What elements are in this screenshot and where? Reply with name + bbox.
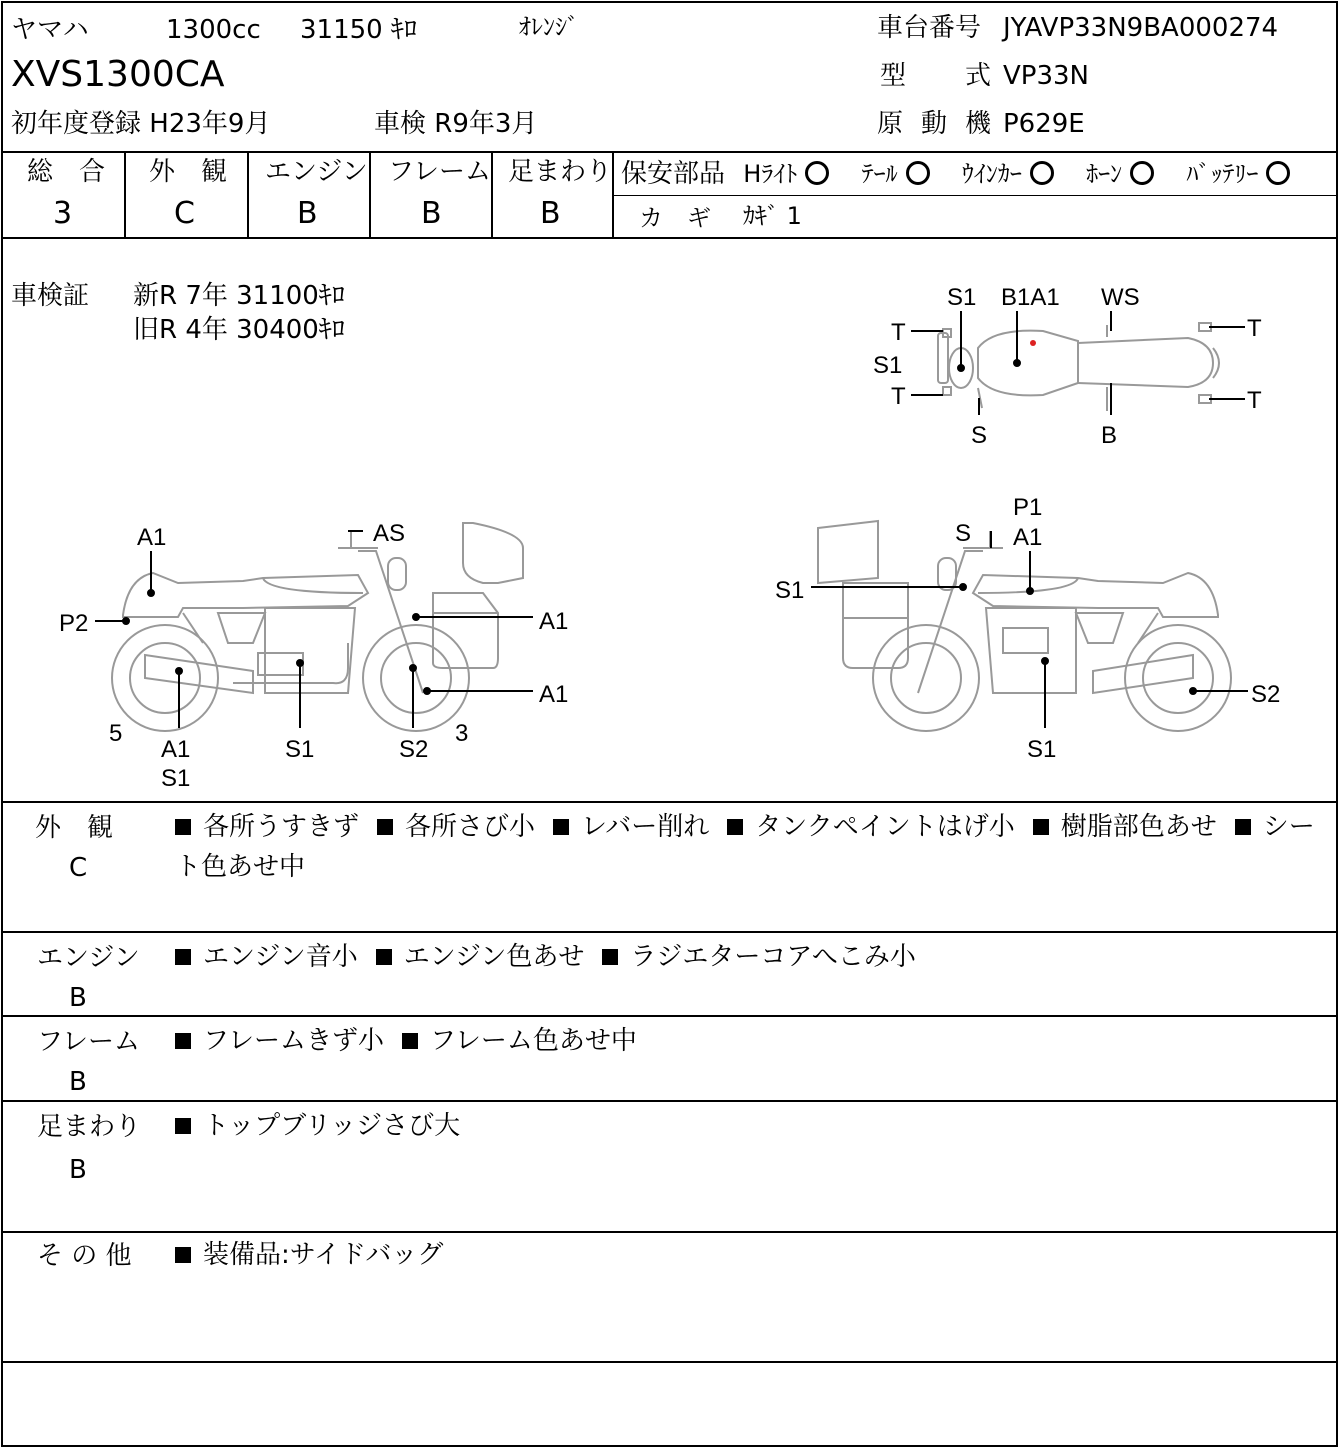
remark-text: トップブリッジさび大	[203, 1111, 461, 1141]
engine-number: P629E	[1003, 109, 1085, 139]
divider	[3, 931, 1336, 933]
bullet-square-icon	[402, 1033, 418, 1049]
remarks-frame-list	[175, 1021, 1325, 1061]
key-label: カ ギ	[639, 204, 711, 232]
diagram-label: A1	[539, 608, 569, 635]
remarks-other-list	[175, 1235, 1325, 1275]
remarks-exterior-label: 外 観	[35, 813, 114, 843]
color: ｵﾚﾝｼﾞ	[519, 13, 579, 41]
remark-text: シート色あせ中	[175, 812, 1315, 882]
diagram-label: B1A1	[1001, 284, 1060, 311]
remarks-exterior-grade: C	[69, 853, 88, 883]
divider	[3, 1015, 1336, 1017]
diagram-label: 3	[455, 720, 469, 747]
diagram-label: A1	[161, 736, 191, 763]
bullet-square-icon	[376, 949, 392, 965]
maker: ヤマハ	[11, 15, 89, 45]
remarks-engine-list	[175, 937, 1325, 977]
diagram-label: A1	[1013, 524, 1043, 551]
remark-text: 樹脂部色あせ	[1060, 812, 1217, 842]
diagram-label: T	[1247, 387, 1262, 414]
shaken-label: 車検証	[11, 281, 90, 311]
tail-label: ﾃｰﾙ	[861, 160, 898, 188]
remarks-engine-grade: B	[69, 983, 87, 1013]
diagram-label: P2	[59, 610, 89, 637]
remarks-suspension-label: 足まわり	[37, 1112, 142, 1142]
remark-text: レバー削れ	[581, 812, 710, 842]
divider	[3, 1231, 1336, 1233]
diagram-label: S1	[947, 284, 977, 311]
bullet-square-icon	[602, 949, 618, 965]
key-value: ｶｷﾞ 1	[743, 202, 802, 230]
type-label-2: 式	[965, 61, 992, 91]
remarks-suspension-list	[175, 1106, 1325, 1146]
remarks-frame-label: フレーム	[37, 1027, 140, 1057]
remarks-suspension-grade: B	[69, 1155, 87, 1185]
damage-diagram	[3, 3, 1340, 803]
diagram-label: T	[1247, 315, 1262, 342]
engine-label-1: 原	[877, 109, 904, 139]
inspection-sheet	[1, 1, 1338, 1447]
displacement: 1300cc	[166, 15, 261, 45]
remarks-other-label: そ の 他	[37, 1241, 132, 1271]
diagram-label: A1	[539, 681, 569, 708]
suspension-label: 足まわり	[508, 157, 613, 187]
diagram-label: AS	[373, 520, 406, 547]
remark-item	[553, 812, 709, 842]
remark-text: エンジン音小	[203, 942, 358, 972]
remark-item	[727, 812, 1014, 842]
diagram-label: 5	[109, 720, 123, 747]
remark-text: 装備品:サイドバッグ	[203, 1240, 444, 1270]
remark-text: 各所うすきず	[203, 812, 360, 842]
remark-item	[175, 812, 359, 842]
remark-item	[175, 1240, 443, 1270]
winker-label: ｳｲﾝｶｰ	[961, 160, 1022, 188]
remarks-frame-grade: B	[69, 1067, 87, 1097]
divider	[3, 1361, 1336, 1363]
headlight-label: Hﾗｲﾄ	[743, 160, 798, 188]
remark-item	[175, 942, 358, 972]
diagram-label: S1	[775, 577, 805, 604]
bullet-square-icon	[377, 819, 393, 835]
diagram-label: A1	[137, 524, 167, 551]
bullet-square-icon	[1235, 819, 1251, 835]
engine-grade: B	[297, 196, 318, 231]
bullet-square-icon	[1033, 819, 1049, 835]
remark-item	[1033, 812, 1217, 842]
diagram-label: P1	[1013, 494, 1043, 521]
suspension-grade: B	[540, 196, 561, 231]
diagram-label: S1	[1027, 736, 1057, 763]
horn-label: ﾎｰﾝ	[1086, 160, 1123, 188]
remark-text: フレームきず小	[203, 1026, 384, 1056]
first-registration: 初年度登録 H23年9月	[11, 109, 271, 139]
diagram-label: B	[1101, 422, 1118, 449]
divider	[3, 1100, 1336, 1102]
bullet-square-icon	[175, 1033, 191, 1049]
shaken-old: 旧R 4年 30400ｷﾛ	[133, 315, 345, 345]
type-value: VP33N	[1003, 61, 1089, 91]
overall-label: 総 合	[27, 157, 106, 187]
model-name: XVS1300CA	[11, 54, 225, 95]
diagram-label: T	[891, 319, 906, 346]
diagram-label: S1	[285, 736, 315, 763]
remark-text: フレーム色あせ中	[429, 1026, 637, 1056]
remark-item	[175, 1111, 460, 1141]
frame-number-label: 車台番号	[877, 13, 982, 43]
remark-text: タンクペイントはげ小	[755, 812, 1015, 842]
diagram-label: S1	[873, 352, 903, 379]
shaken-new: 新R 7年 31100ｷﾛ	[133, 281, 345, 311]
exterior-grade: C	[174, 196, 195, 231]
engine-label-2: 動	[921, 109, 948, 139]
bullet-square-icon	[553, 819, 569, 835]
safety-label: 保安部品	[621, 159, 726, 189]
frame-grade: B	[421, 196, 442, 231]
type-label-1: 型	[880, 61, 907, 91]
diagram-label: S1	[161, 765, 191, 792]
frame-number: JYAVP33N9BA000274	[1003, 13, 1279, 43]
frame-label: フレーム	[388, 157, 491, 187]
bullet-square-icon	[175, 949, 191, 965]
divider	[3, 801, 1336, 803]
remark-item	[376, 942, 585, 972]
bullet-square-icon	[175, 1118, 191, 1134]
diagram-label: S2	[1251, 681, 1281, 708]
diagram-label: S	[955, 520, 972, 547]
bullet-square-icon	[175, 819, 191, 835]
diagram-label: T	[891, 383, 906, 410]
inspection-expiry: 車検 R9年3月	[374, 109, 538, 139]
remark-item	[402, 1026, 637, 1056]
battery-label: ﾊﾞｯﾃﾘｰ	[1186, 160, 1259, 188]
mileage: 31150 ｷﾛ	[300, 15, 417, 45]
engine-label-3: 機	[965, 109, 992, 139]
remark-text: エンジン色あせ	[403, 942, 585, 972]
remark-item	[377, 812, 535, 842]
engine-label: エンジン	[265, 157, 368, 187]
exterior-label: 外 観	[149, 157, 228, 187]
bullet-square-icon	[175, 1247, 191, 1263]
remarks-engine-label: エンジン	[37, 943, 140, 973]
diagram-label: WS	[1101, 284, 1140, 311]
diagram-label: S2	[399, 736, 429, 763]
diagram-label: S	[971, 422, 988, 449]
remark-text: ラジエターコアへこみ小	[630, 942, 916, 972]
remark-text: 各所さび小	[405, 812, 536, 842]
damage-marker-dot	[1030, 340, 1036, 346]
remark-item	[175, 1026, 384, 1056]
overall-grade: 3	[53, 196, 73, 231]
remark-item	[602, 942, 915, 972]
bullet-square-icon	[727, 819, 743, 835]
remarks-exterior-list	[175, 807, 1325, 887]
